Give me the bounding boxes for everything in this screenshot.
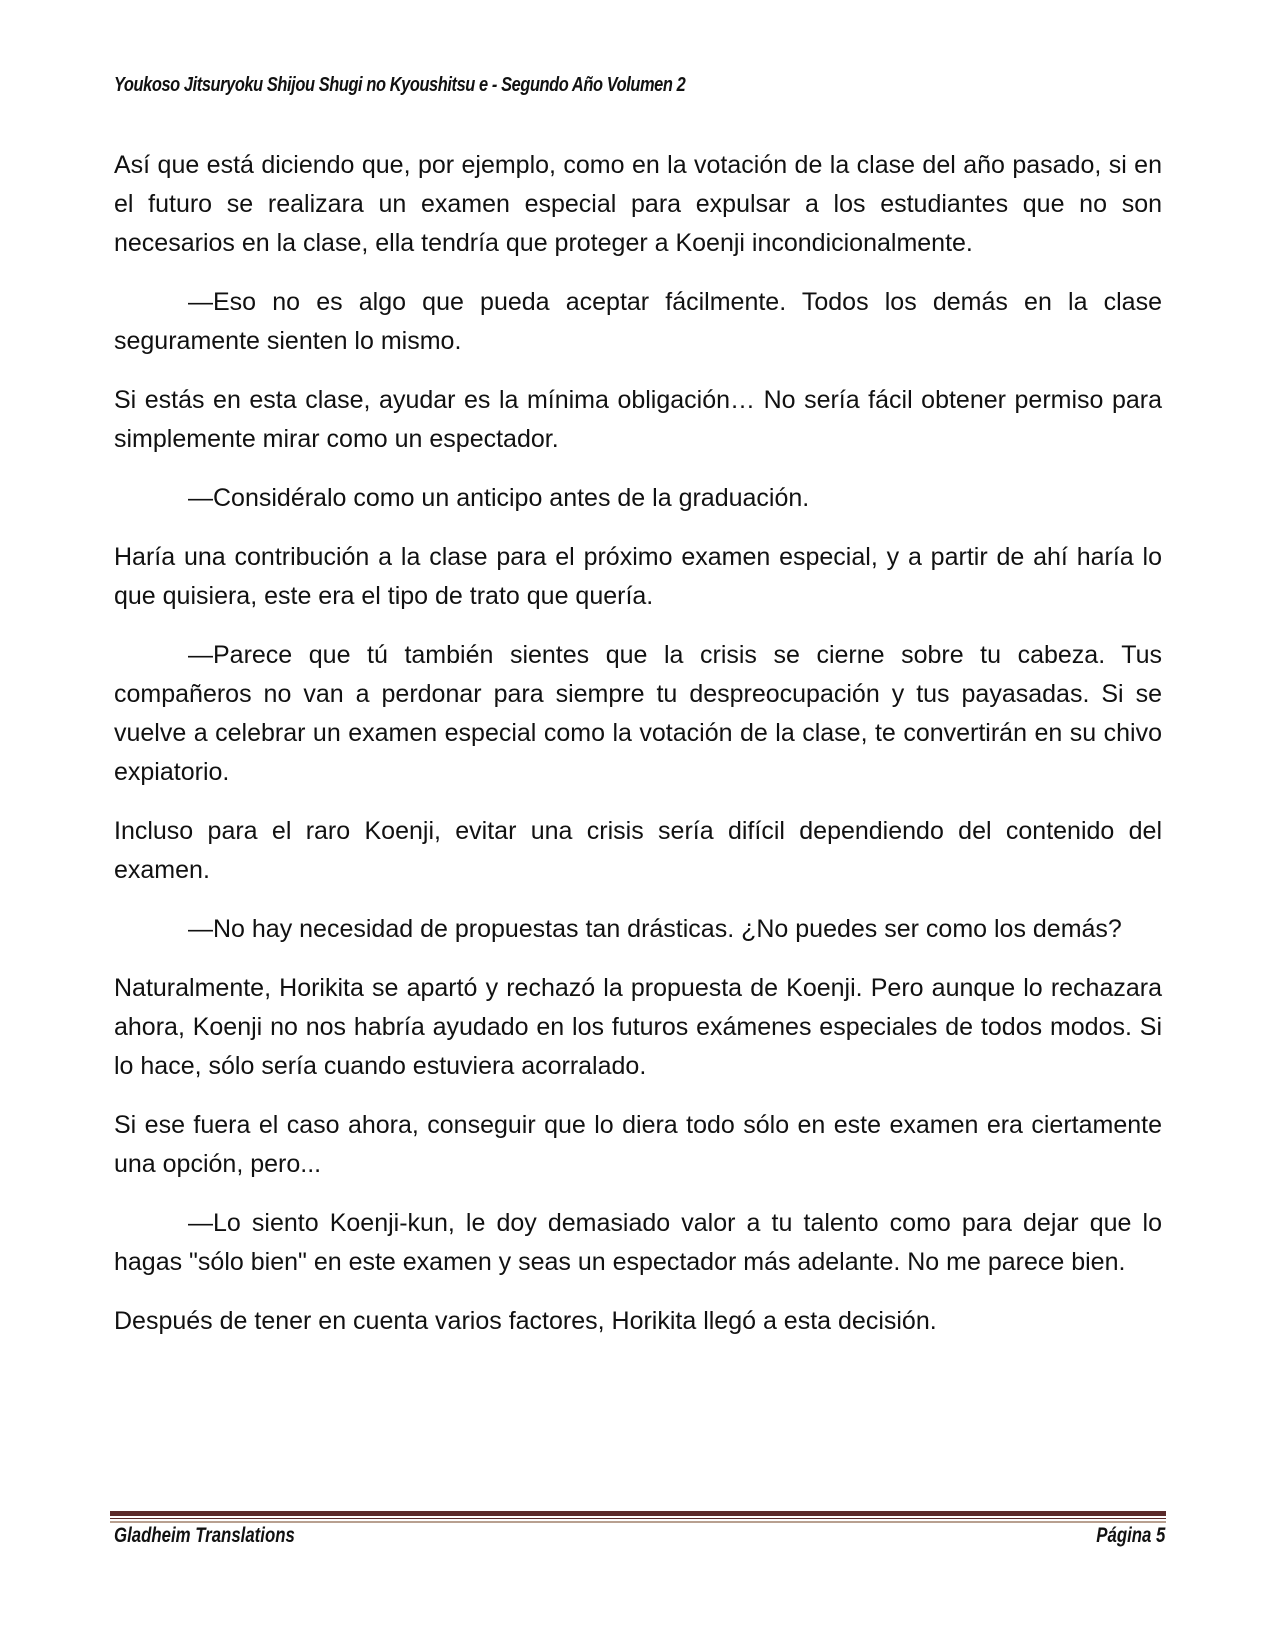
dialogue-paragraph: —Parece que tú también sientes que la crisis se cierne sobre tu cabeza. Tus compañeros no van a perdonar para siempre tu despreocupación y tus payasadas. Si se vuelve a celebrar un examen especial como la votación de la clase, te convertirán en su chivo expiatorio. [114,641,1162,786]
dialogue-paragraph: —Lo siento Koenji-kun, le doy demasiado valor a tu talento como para dejar que lo hagas "sólo bien" en este examen y seas un espectador más adelante. No me parece bien. [114,1209,1162,1276]
dialogue-paragraph: —Eso no es algo que pueda aceptar fácilmente. Todos los demás en la clase seguramente sienten lo mismo. [114,288,1162,355]
paragraph: Si ese fuera el caso ahora, conseguir que lo diera todo sólo en este examen era ciertamente una opción, pero... [114,1111,1162,1178]
footer-publisher: Gladheim Translations [114,1524,295,1547]
page-body [114,146,1162,1361]
paragraph: Incluso para el raro Koenji, evitar una crisis sería difícil dependiendo del contenido del examen. [114,817,1162,884]
footer-page-number: Página 5 [1095,1524,1165,1547]
dialogue-paragraph: —Considéralo como un anticipo antes de la graduación. [188,484,810,512]
footer-rule-accent [110,1521,1166,1523]
paragraph: Naturalmente, Horikita se apartó y rechazó la propuesta de Koenji. Pero aunque lo rechazara ahora, Koenji no nos habría ayudado en los futuros exámenes especiales de todos modos. Si lo hace, sólo sería cuando estuviera acorralado. [114,974,1162,1080]
running-header: Youkoso Jitsuryoku Shijou Shugi no Kyoushitsu e - Segundo Año Volumen 2 [114,74,686,96]
paragraph: Así que está diciendo que, por ejemplo, como en la votación de la clase del año pasado, si en el futuro se realizara un examen especial para expulsar a los estudiantes que no son necesarios en la clase, ella tendría que proteger a Koenji incondicionalmente. [114,151,1162,257]
footer-rule-thin [110,1518,1166,1519]
footer-rule [110,1511,1166,1516]
paragraph: Después de tener en cuenta varios factores, Horikita llegó a esta decisión. [114,1307,937,1335]
paragraph: Si estás en esta clase, ayudar es la mínima obligación… No sería fácil obtener permiso para simplemente mirar como un espectador. [114,386,1162,453]
dialogue-paragraph: —No hay necesidad de propuestas tan drásticas. ¿No puedes ser como los demás? [188,915,1122,943]
paragraph: Haría una contribución a la clase para el próximo examen especial, y a partir de ahí haría lo que quisiera, este era el tipo de trato que quería. [114,543,1162,610]
